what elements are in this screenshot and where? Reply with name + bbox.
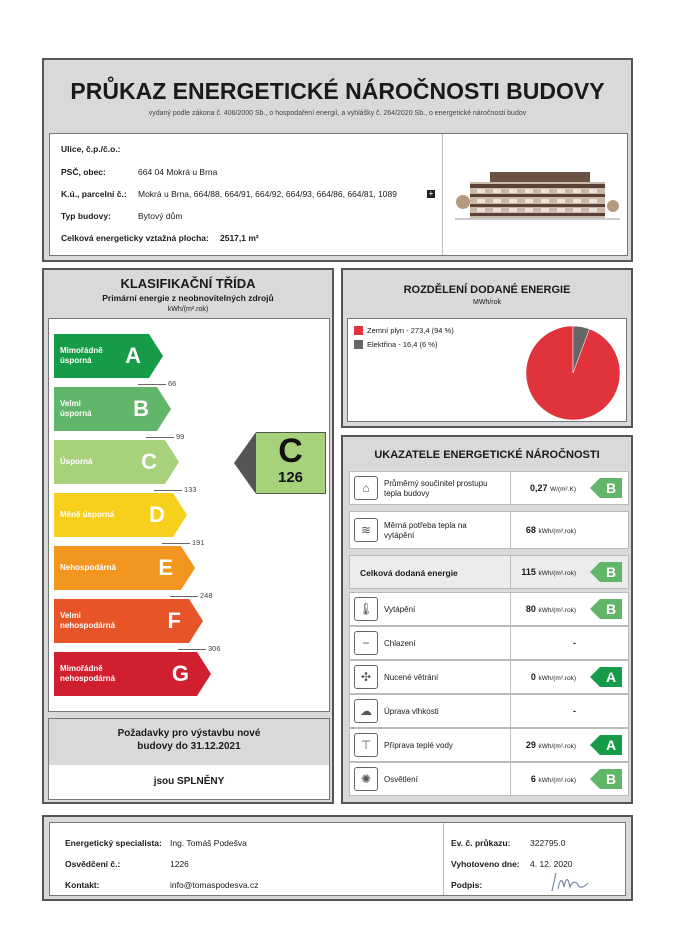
class-b-tip xyxy=(157,387,171,431)
class-a-tip xyxy=(149,334,163,378)
requirement-title: Požadavky pro výstavbu nové budovy do 31.12.2021 xyxy=(117,728,261,752)
result-tip xyxy=(234,432,256,494)
indicators-title: UKAZATELE ENERGETICKÉ NÁROČNOSTI xyxy=(374,449,600,461)
indicator-class-total: B xyxy=(590,562,622,582)
class-c-label: Úsporná xyxy=(60,457,93,466)
indicator-divider-lighting xyxy=(510,763,511,795)
class-f-label: Velmi nehospodárná xyxy=(60,611,116,630)
footer-divider xyxy=(443,823,444,895)
thermometer-minus-icon: − xyxy=(354,631,378,655)
info-divider xyxy=(442,134,443,255)
date-value: 4. 12. 2020 xyxy=(530,859,573,869)
threshold-191: 191 xyxy=(162,538,205,547)
lightbulb-icon: ✺ xyxy=(354,767,378,791)
indicator-divider-heating xyxy=(510,593,511,625)
indicator-label-heat-demand: Měrná potřeba tepla na vytápění xyxy=(384,521,467,540)
legend-swatch-gas xyxy=(354,326,363,335)
legend-label-gas: Zemní plyn - 273,4 (94 %) xyxy=(367,326,454,335)
footer-box xyxy=(49,822,626,896)
indicator-value-cooling: - xyxy=(573,638,576,648)
footer-panel xyxy=(42,815,633,901)
class-g-tip xyxy=(197,652,211,696)
ku-value: Mokrá u Brna, 664/88, 664/91, 664/92, 664/93, 664/86, 664/81, 1089 xyxy=(138,189,397,199)
class-e-tip xyxy=(181,546,195,590)
indicator-row-total xyxy=(349,555,629,589)
indicator-row-heating xyxy=(349,592,629,626)
indicator-class-hot-water: A xyxy=(590,735,622,755)
class-b-body xyxy=(54,387,157,431)
class-g-body xyxy=(54,652,197,696)
class-a-letter: A xyxy=(125,343,141,368)
psc-value: 664 04 Mokrá u Brna xyxy=(138,167,218,177)
type-value: Bytový dům xyxy=(138,211,183,221)
indicator-divider-u xyxy=(510,472,511,504)
indicator-row-u xyxy=(349,471,629,505)
class-d-body xyxy=(54,493,173,537)
ev-label: Ev. č. průkazu: xyxy=(451,838,511,848)
legend-item-electricity xyxy=(354,340,437,349)
cert-value: 1226 xyxy=(170,859,189,869)
contact-value[interactable]: info@tomaspodesva.cz xyxy=(170,880,259,890)
class-d-label: Méně úsporná xyxy=(60,510,115,519)
indicator-label-heating: Vytápění xyxy=(384,605,416,614)
indicator-row-humidity xyxy=(349,694,629,728)
indicator-divider-heat-demand xyxy=(510,512,511,548)
classification-panel xyxy=(42,268,334,804)
class-e-arrow xyxy=(54,546,195,590)
class-c-tip xyxy=(165,440,179,484)
class-f-letter: F xyxy=(167,608,181,633)
threshold-248: 248 xyxy=(170,591,213,600)
date-label: Vyhotoveno dne: xyxy=(451,859,520,869)
indicator-value-heating: 80 kWh/(m².rok) xyxy=(525,604,576,614)
indicator-value-ventilation: 0 kWh/(m².rok) xyxy=(530,672,576,682)
indicator-divider-ventilation xyxy=(510,661,511,693)
page-subtitle: vydaný podle zákona č. 406/2000 Sb., o hospodaření energií, a vyhlášky č. 264/2020 Sb., o energetické náročnosti budov xyxy=(148,110,527,117)
sign-label: Podpis: xyxy=(451,880,483,890)
indicator-row-lighting xyxy=(349,762,629,796)
distribution-unit: MWh/rok xyxy=(473,299,501,306)
indicator-class-ventilation: A xyxy=(590,667,622,687)
cert-label: Osvědčení č.: xyxy=(65,859,121,869)
class-b-arrow xyxy=(54,387,171,431)
distribution-title: ROZDĚLENÍ DODANÉ ENERGIE xyxy=(403,284,571,296)
indicator-class-lighting: B xyxy=(590,769,622,789)
street-label: Ulice, č.p./č.o.: xyxy=(61,144,121,154)
signature xyxy=(548,867,592,895)
type-label: Typ budovy: xyxy=(61,211,111,221)
area-label: Celková energeticky vztažná plocha: xyxy=(61,233,209,243)
indicator-row-hot-water xyxy=(349,728,629,762)
indicator-value-lighting: 6 kWh/(m².rok) xyxy=(530,774,576,784)
heat-waves-icon: ≋ xyxy=(354,518,378,542)
class-a-arrow xyxy=(54,334,163,378)
classification-unit: kWh/(m².rok) xyxy=(167,306,209,313)
class-a-label: Mimořádně úsporná xyxy=(60,346,103,365)
tap-icon: ⊤ xyxy=(354,733,378,757)
header-panel xyxy=(42,58,633,262)
class-b-letter: B xyxy=(133,396,149,421)
psc-label: PSČ, obec: xyxy=(61,167,106,177)
indicator-label-humidity: Úprava vlhkosti xyxy=(384,707,439,716)
area-value: 2517,1 m² xyxy=(220,233,259,243)
indicator-label-ventilation: Nucené větrání xyxy=(384,673,439,682)
fan-icon: ✣ xyxy=(354,665,378,689)
house-icon: ⌂ xyxy=(354,476,378,500)
indicator-label-hot-water: Příprava teplé vody xyxy=(384,741,453,750)
indicator-divider-total xyxy=(510,556,511,588)
indicator-divider-humidity xyxy=(510,695,511,727)
ev-value: 322795.0 xyxy=(530,838,566,848)
result-indicator xyxy=(234,432,326,494)
result-body xyxy=(256,432,326,494)
indicator-class-heating: B xyxy=(590,599,622,619)
indicator-value-u: 0,27 W/(m².K) xyxy=(529,483,576,493)
class-e-body xyxy=(54,546,181,590)
class-f-body xyxy=(54,599,189,643)
legend-label-electricity: Elektřina - 16,4 (6 %) xyxy=(367,340,438,349)
indicator-divider-cooling xyxy=(510,627,511,659)
thermometer-plus-icon: 🌡 xyxy=(354,597,378,621)
class-g-letter: G xyxy=(171,661,189,686)
indicators-panel xyxy=(341,435,633,804)
indicator-value-total: 115 kWh/(m².rok) xyxy=(521,567,576,577)
indicator-row-ventilation xyxy=(349,660,629,694)
legend-item-gas xyxy=(354,326,454,335)
threshold-133: 133 xyxy=(154,485,197,494)
indicator-value-heat-demand: 68 kWh/(m².rok) xyxy=(525,525,576,535)
specialist-value: Ing. Tomáš Podešva xyxy=(170,838,247,848)
classification-subtitle: Primární energie z neobnovitelných zdrojů xyxy=(102,293,274,303)
distribution-chart-box xyxy=(347,318,627,422)
requirement-box xyxy=(48,718,330,800)
indicator-value-hot-water: 29 kWh/(m².rok) xyxy=(525,740,576,750)
indicator-value-humidity: - xyxy=(573,706,576,716)
indicator-row-cooling xyxy=(349,626,629,660)
indicator-label-total: Celková dodaná energie xyxy=(360,568,458,578)
class-g-label: Mimořádně nehospodárná xyxy=(60,664,116,683)
class-a-body xyxy=(54,334,149,378)
threshold-99: 99 xyxy=(146,432,184,441)
class-d-tip xyxy=(173,493,187,537)
indicator-label-cooling: Chlazení xyxy=(384,639,416,648)
threshold-306: 306 xyxy=(178,644,221,653)
class-g-arrow xyxy=(54,652,211,696)
class-e-label: Nehospodárná xyxy=(60,563,117,572)
ku-label: K.ú., parcelní č.: xyxy=(61,189,127,199)
indicator-label-u: Průměrný součinitel prostupu tepla budovy xyxy=(384,479,488,498)
classification-title: KLASIFIKAČNÍ TŘÍDA xyxy=(120,276,256,291)
class-b-label: Velmi úsporná xyxy=(60,399,92,418)
specialist-label: Energetický specialista: xyxy=(65,838,162,848)
class-f-tip xyxy=(189,599,203,643)
class-c-body xyxy=(54,440,165,484)
class-d-arrow xyxy=(54,493,187,537)
indicator-divider-hot-water xyxy=(510,729,511,761)
class-c-letter: C xyxy=(141,449,157,474)
indicator-label-lighting: Osvětlení xyxy=(384,775,418,784)
building-image xyxy=(455,162,620,222)
building-info-box xyxy=(49,133,628,256)
expand-icon[interactable]: + xyxy=(428,189,434,198)
humidity-icon: ☁ xyxy=(354,699,378,723)
threshold-66: 66 xyxy=(138,379,176,388)
class-c-arrow xyxy=(54,440,179,484)
page-title: PRŮKAZ ENERGETICKÉ NÁROČNOSTI BUDOVY xyxy=(70,78,605,104)
class-d-letter: D xyxy=(149,502,165,527)
class-f-arrow xyxy=(54,599,203,643)
distribution-pie-chart xyxy=(524,324,622,422)
result-letter: C xyxy=(278,432,303,470)
distribution-panel xyxy=(341,268,633,428)
result-value: 126 xyxy=(277,469,304,486)
class-e-letter: E xyxy=(158,555,173,580)
indicator-row-heat-demand xyxy=(349,511,629,549)
contact-label: Kontakt: xyxy=(65,880,100,890)
requirement-result: jsou SPLNĚNY xyxy=(49,765,329,799)
legend-swatch-electricity xyxy=(354,340,363,349)
indicator-class-u: B xyxy=(590,478,622,498)
